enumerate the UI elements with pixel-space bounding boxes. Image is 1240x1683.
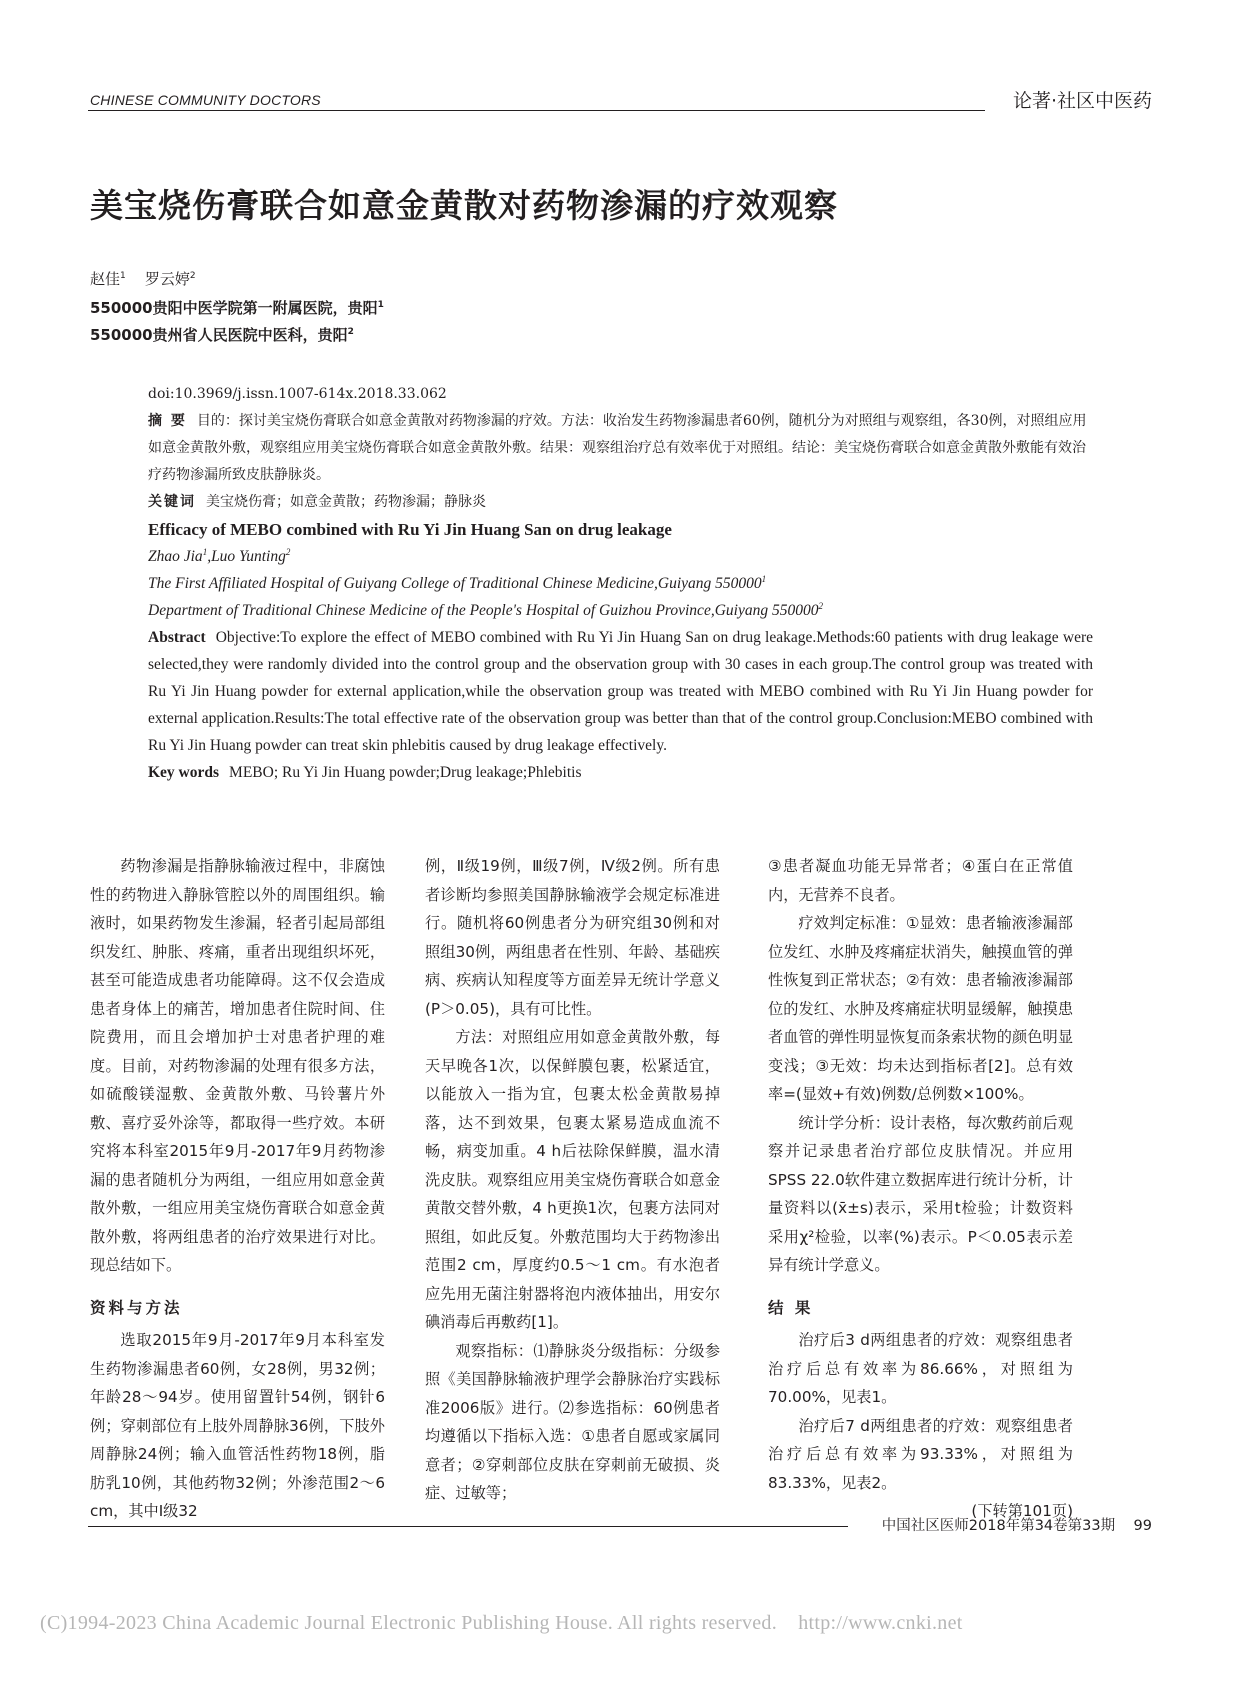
- footer-rule: [88, 1526, 848, 1527]
- keywords-cn-text: 美宝烧伤膏；如意金黄散；药物渗漏；静脉炎: [206, 494, 486, 510]
- en-affiliation-2-sup: 2: [818, 600, 823, 611]
- english-affiliation-1: [148, 570, 1093, 597]
- author-2: 罗云婷: [144, 270, 190, 288]
- results-7d-paragraph: 治疗后7 d两组患者的疗效：观察组患者治疗后总有效率为93.33%，对照组为83.33%，见表2。: [768, 1416, 1073, 1492]
- english-keywords-text: MEBO; Ru Yi Jin Huang powder;Drug leakage;Phlebitis: [229, 764, 582, 781]
- english-authors: Zhao Jia$^1$,Luo Yunting$^2$: [148, 546, 291, 565]
- doi: doi:10.3969/j.issn.1007-614x.2018.33.062: [148, 386, 447, 402]
- efficacy-criteria-paragraph: 疗效判定标准：①显效：患者输液渗漏部位发红、水肿及疼痛症状消失，触摸血管的弹性恢复到正常状态；②有效：患者输液渗漏部位的发红、水肿及疼痛症状明显缓解，触摸患者血管的弹性明显恢复而条索状物的颜色明显变浅；③无效：均未达到指标者[2]。总有效率=(显效+有效)例数/总例数×100%。: [768, 914, 1073, 1103]
- en-affiliation-1-text: The First Affiliated Hospital of Guiyang College of Traditional Chinese Medicine,Guiyang 550000: [148, 575, 762, 592]
- section-heading-methods: 资料与方法: [90, 1298, 183, 1317]
- authors: [90, 268, 196, 289]
- body-column-2: [425, 852, 720, 1508]
- affiliation-1-text: 550000贵阳中医学院第一附属医院，贵阳: [90, 299, 378, 317]
- abstract-label: 摘 要: [148, 413, 187, 429]
- results-3d-paragraph: 治疗后3 d两组患者的疗效：观察组患者治疗后总有效率为86.66%，对照组为70.00%，见表1。: [768, 1331, 1073, 1406]
- subjects-continued-paragraph: 例，Ⅱ级19例，Ⅲ级7例，Ⅳ级2例。所有患者诊断均参照美国静脉输液学会规定标准进行。随机将60例患者分为研究组30例和对照组30例，两组患者在性别、年龄、基础疾病、疾病认知程度等方面差异无统计学意义(P＞0.05)，具有可比性。: [425, 857, 720, 1018]
- en-affiliation-2-text: Department of Traditional Chinese Medicine of the People's Hospital of Guizhou Province,Guiyang 550000: [148, 602, 819, 619]
- header-rule: [88, 110, 985, 111]
- english-keywords: [148, 759, 1093, 786]
- en-affiliation-1-sup: 1: [761, 573, 767, 584]
- en-author-1-sup: 1: [202, 546, 208, 557]
- section-heading-results: 结 果: [768, 1298, 814, 1317]
- footer: [882, 1514, 1152, 1535]
- abstract-cn: [148, 408, 1093, 489]
- affiliation-1: [90, 297, 384, 318]
- english-affiliation-2: [148, 597, 1093, 624]
- intro-paragraph: 药物渗漏是指静脉输液过程中，非腐蚀性的药物进入静脉管腔以外的周围组织。输液时，如果药物发生渗漏，轻者引起局部组织发红、肿胀、疼痛，重者出现组织坏死，甚至可能造成患者功能障碍。这不仅会造成患者身体上的痛苦，增加患者住院时间、住院费用，而且会增加护士对患者护理的难度。目前，对药物渗漏的处理有很多方法，如硫酸镁湿敷、金黄散外敷、马铃薯片外敷、喜疗妥外涂等，都取得一些疗效。本研究将本科室2015年9月-2017年9月药物渗漏的患者随机分为两组，一组应用如意金黄散外敷，一组应用美宝烧伤膏联合如意金黄散外敷，将两组患者的治疗效果进行对比。现总结如下。: [90, 857, 385, 1274]
- continued-note: (下转第101页): [971, 1502, 1073, 1520]
- author-1-sup: 1: [120, 271, 126, 281]
- affiliation-2-text: 550000贵州省人民医院中医科，贵阳: [90, 326, 348, 344]
- keywords-label: 关键词: [148, 494, 196, 510]
- en-author-1: Zhao Jia: [148, 548, 203, 565]
- affiliation-2-sup: 2: [347, 327, 354, 337]
- affiliation-1-sup: 1: [377, 300, 384, 310]
- english-keywords-label: Key words: [148, 764, 220, 781]
- english-abstract: [148, 624, 1093, 759]
- body-column-1: [90, 852, 385, 1526]
- english-abstract-text: Objective:To explore the effect of MEBO combined with Ru Yi Jin Huang San on drug leakage.Methods:60 patients with drug leakage were selected,they were randomly divided into the control group and the observation group with 30 cases in each group.The control group was treated with Ru Yi Jin Huang powder for external application,while the observation group was treated with MEBO combined with Ru Yi Jin Huang powder for external application.Results:The total effective rate of the observation group was better than that of the control group.Conclusion:MEBO combined with Ru Yi Jin Huang powder can treat skin phlebitis caused by drug leakage effectively.: [148, 629, 1093, 754]
- statistics-paragraph: 统计学分析：设计表格，每次敷药前后观察并记录患者治疗部位皮肤情况。并应用SPSS 22.0软件建立数据库进行统计分析，计量资料以(x̄±s)表示，采用t检验；计数资料采用χ²检验，以率(%)表示。P＜0.05表示差异有统计学意义。: [768, 1113, 1073, 1274]
- observation-indicators-paragraph: 观察指标：⑴静脉炎分级指标：分级参照《美国静脉输液护理学会静脉治疗实践标准2006版》进行。⑵参选指标：60例患者均遵循以下指标入选：①患者自愿或家属同意者；②穿刺部位皮肤在穿刺前无破损、炎症、过敏等；: [425, 1341, 720, 1502]
- page-number: 99: [1133, 1518, 1152, 1534]
- article-meta: [148, 381, 1093, 786]
- affiliation-2: [90, 324, 354, 345]
- footer-journal-issue: 中国社区医师2018年第34卷第33期: [881, 1518, 1116, 1534]
- journal-name-en: CHINESE COMMUNITY DOCTORS: [90, 92, 321, 108]
- copyright-watermark: (C)1994-2023 China Academic Journal Electronic Publishing House. All rights reserved. http://www.cnki.net: [40, 1612, 963, 1634]
- body-column-3: [768, 852, 1073, 1526]
- abstract-cn-text: 目的：探讨美宝烧伤膏联合如意金黄散对药物渗漏的疗效。方法：收治发生药物渗漏患者60例，随机分为对照组与观察组，各30例，对照组应用如意金黄散外敷，观察组应用美宝烧伤膏联合如意金黄散外敷。结果：观察组治疗总有效率优于对照组。结论：美宝烧伤膏联合如意金黄散外敷能有效治疗药物渗漏所致皮肤静脉炎。: [148, 413, 1087, 483]
- en-author-2: Luo Yunting: [211, 548, 286, 565]
- subjects-paragraph: 选取2015年9月-2017年9月本科室发生药物渗漏患者60例，女28例，男32例；年龄28～94岁。使用留置针54例，钢针6例；穿刺部位有上肢外周静脉36例，下肢外周静脉24例；输入血管活性药物18例，脂肪乳10例，其他药物32例；外渗范围2～6 cm，其中Ⅰ级32: [90, 1331, 385, 1520]
- author-2-sup: 2: [189, 271, 196, 281]
- english-abstract-label: Abstract: [148, 629, 206, 646]
- article-title: 美宝烧伤膏联合如意金黄散对药物渗漏的疗效观察: [90, 186, 838, 225]
- author-1: 赵佳: [90, 270, 121, 288]
- methods-paragraph: 方法：对照组应用如意金黄散外敷，每天早晚各1次，以保鲜膜包裹，松紧适宜，以能放入一指为宜，包裹太松金黄散易掉落，达不到效果，包裹太紧易造成血流不畅，病变加重。4 h后祛除保鲜膜，温水清洗皮肤。观察组应用美宝烧伤膏联合如意金黄散交替外敷，4 h更换1次，包裹方法同对照组，如此反复。外敷范围均大于药物渗出范围2 cm，厚度约0.5～1 cm。有水泡者应先用无菌注射器将泡内液体抽出，用安尔碘消毒后再敷药[1]。: [425, 1028, 720, 1331]
- indicators-continued-paragraph: ③患者凝血功能无异常者；④蛋白在正常值内，无营养不良者。: [768, 857, 1073, 904]
- english-title: Efficacy of MEBO combined with Ru Yi Jin Huang San on drug leakage: [148, 520, 672, 539]
- keywords-cn: [148, 489, 1093, 516]
- en-author-2-sup: 2: [285, 546, 291, 557]
- section-label: 论著·社区中医药: [1012, 90, 1152, 112]
